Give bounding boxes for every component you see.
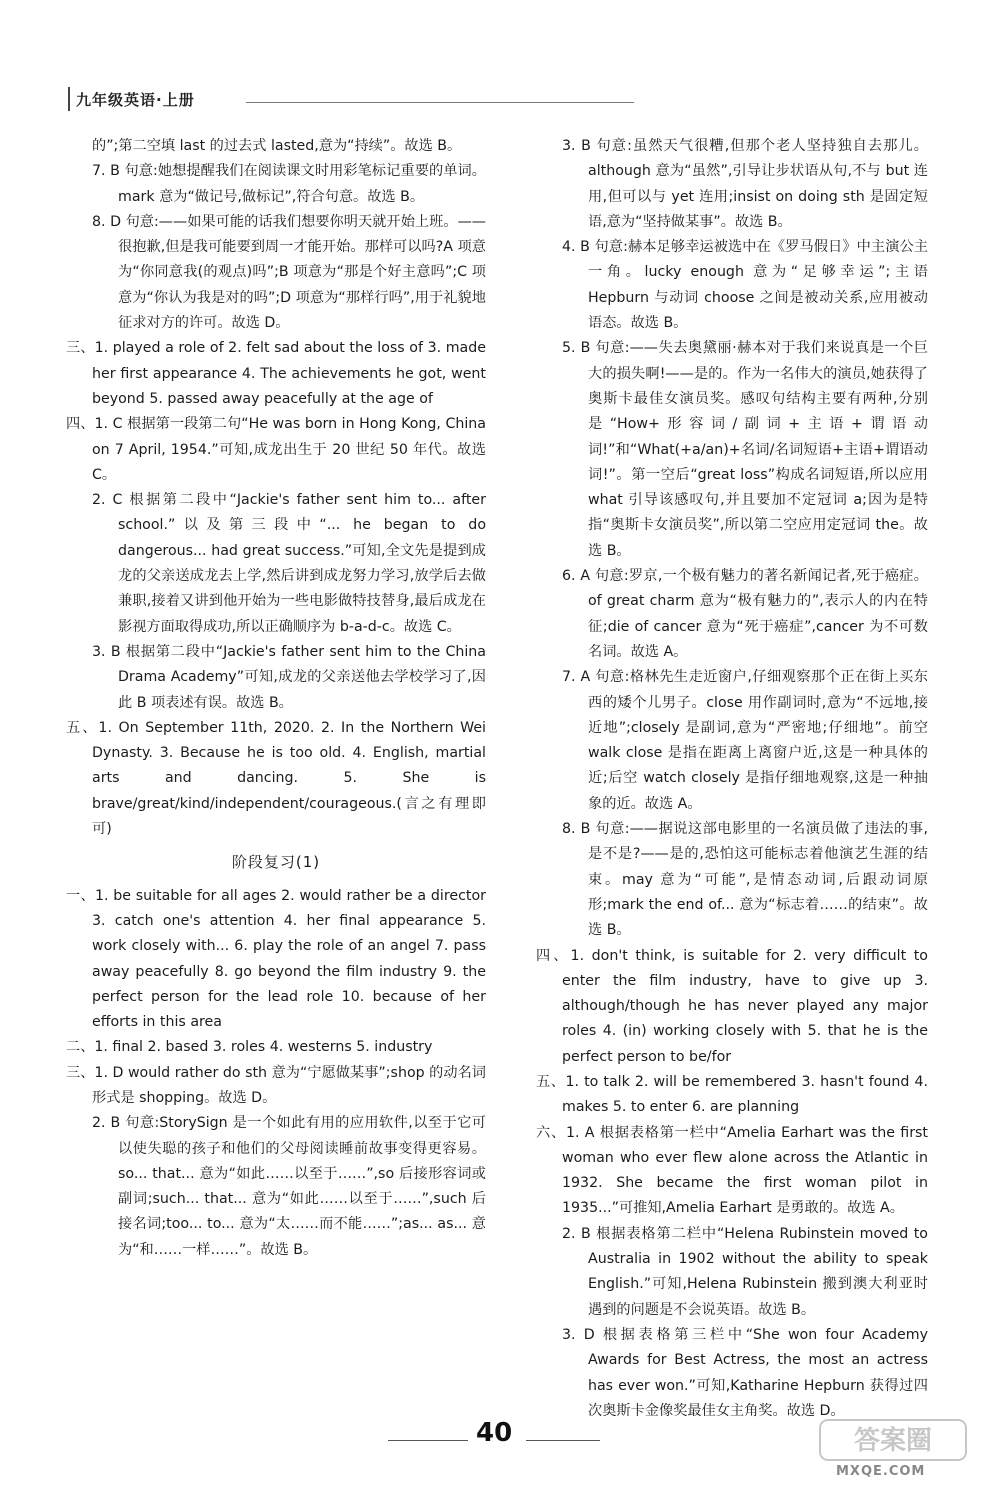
review-part-six-q1: 六、1. A 根据表格第一栏中“Amelia Earhart was the first woman who ever flew alone across the Atlantic in 1932. She became the first woman pilot in 1935...”可推知,Amelia Earhart 是勇敢的。故选 A。 <box>536 1124 928 1217</box>
review-part-five: 五、1. to talk 2. will be remembered 3. hasn't found 4. makes 5. to enter 6. are planning <box>536 1073 928 1116</box>
page-number: 40 <box>476 1418 513 1448</box>
review-part-one: 一、1. be suitable for all ages 2. would rather be a director 3. catch one's attention 4. her final appearance 5. work closely with... 6. play the role of an angel 7. pass away peacefully 8. go beyond the film industry 9. the perfect person for the lead role 10. because of her efforts in this area <box>66 887 486 1031</box>
answer-item: 3. B 根据第二段中“Jackie's father sent him to the China Drama Academy”可知,成龙的父亲送他去学校学习了,因此 B 项表述有误。故选 B。 <box>92 643 486 711</box>
section-four-q1: 四、1. C 根据第一段第二句“He was born in Hong Kong, China on 7 April, 1954.”可知,成龙出生于 20 世纪 50 年代。故选 C。 <box>66 416 486 483</box>
answer-item: 3. B 句意:虽然天气很糟,但那个老人坚持独自去那儿。although 意为“虽然”,引导让步状语从句,不与 but 连用,但可以与 yet 连用;insist on doing sth 是固定短语,意为“坚持做某事”。故选 B。 <box>562 138 928 230</box>
answer-item: 2. B 句意:StorySign 是一个如此有用的应用软件,以至于它可以使失聪的孩子和他们的父母阅读睡前故事变得更容易。so... that... 意为“如此……以至于……”,so 后接形容词或副词;such... that... 意为“如此……以至于……”,such 后接名词;too... to... 意为“太……而不能……”;as... as... 意为“和……一样……”。故选 B。 <box>92 1115 486 1258</box>
section-five-answers: 五、1. On September 11th, 2020. 2. In the Northern Wei Dynasty. 3. Because he is too old. 4. English, martial arts and dancing. 5. She is brave/great/kind/independent/courageous.(言之有理即可) <box>66 719 486 838</box>
answer-item: 4. B 句意:赫本足够幸运被选中在《罗马假日》中主演公主一角。lucky enough 意为“足够幸运”;主语 Hepburn 与动词 choose 之间是被动关系,应用被动语态。故选 B。 <box>562 239 928 332</box>
running-header <box>68 88 195 110</box>
right-column <box>536 134 928 1424</box>
review-part-four: 四、1. don't think, is suitable for 2. very difficult to enter the film industry, have to give up 3. although/though he has never played any major roles 4. (in) working closely with 5. that he is the perfect person to be/for <box>536 947 928 1065</box>
svg-text:答案圈: 答案圈 <box>853 1426 933 1456</box>
answer-item: 8. B 句意:——据说这部电影里的一名演员做了违法的事,是不是?——是的,恐怕这可能标志着他演艺生涯的结束。may 意为“可能”,是情态动词,后跟动词原形;mark the end of... 意为“标志着……的结束”。故选 B。 <box>562 821 928 939</box>
answer-item: 2. B 根据表格第二栏中“Helena Rubinstein moved to Australia in 1902 without the ability to speak English.”可知,Helena Rubinstein 搬到澳大利亚时遇到的问题是不会说英语。故选 B。 <box>562 1225 928 1318</box>
review-section-title: 阶段复习(1) <box>231 853 321 872</box>
review-part-three-q1: 三、1. D would rather do sth 意为“宁愿做某事”;shop 的动名词形式是 shopping。故选 D。 <box>66 1064 486 1106</box>
section-three-answers: 三、1. played a role of 2. felt sad about the loss of 3. made her first appearance 4. The achievements he got, went beyond 5. passed away peacefully at the age of <box>66 340 486 407</box>
header-bracket <box>68 87 70 111</box>
answer-item: 7. B 句意:她想提醒我们在阅读课文时用彩笔标记重要的单词。mark 意为“做记号,做标记”,符合句意。故选 B。 <box>92 163 486 205</box>
answer-continuation: 的”;第二空填 last 的过去式 lasted,意为“持续”。故选 B。 <box>92 138 462 154</box>
review-part-two: 二、1. final 2. based 3. roles 4. westerns 5. industry <box>66 1039 433 1056</box>
answer-item: 6. A 句意:罗京,一个极有魅力的著名新闻记者,死于癌症。of great charm 意为“极有魅力的”,表示人的内在特征;die of cancer 意为“死于癌症”,cancer 为不可数名词。故选 A。 <box>562 568 928 660</box>
answer-item: 5. B 句意:——失去奥黛丽·赫本对于我们来说真是一个巨大的损失啊!——是的。作为一名伟大的演员,她获得了奥斯卡最佳女演员奖。感叹句结构主要有两种,分别是“How+形容词/副词+主语+谓语动词!”和“What(+a/an)+名词/名词短语+主语+谓语动词!”。第一空后“great loss”构成名词短语,所以应用 what 引导该感叹句,并且要加不定冠词 a;因为是特指“奥斯卡女演员奖”,所以第二空应用定冠词 the。故选 B。 <box>562 340 928 559</box>
answer-item: 3. D 根据表格第三栏中“She won four Academy Awards for Best Actress, the most an actress has ever won.”可知,Katharine Hepburn 获得过四次奥斯卡金像奖最佳女主角奖。故选 D。 <box>562 1326 928 1419</box>
answer-item: 8. D 句意:——如果可能的话我们想要你明天就开始上班。——很抱歉,但是我可能要到周一才能开始。那样可以吗?A 项意为“你同意我(的观点)吗”;B 项意为“那是个好主意吗”;C 项意为“你认为我是对的吗”;D 项意为“那样行吗”,用于礼貌地征求对方的许可。故选 D。 <box>92 213 486 332</box>
page-number-rule-right <box>526 1440 600 1441</box>
page-number-rule-left <box>388 1440 468 1441</box>
left-column <box>66 134 486 1263</box>
answer-item: 7. A 句意:格林先生走近窗户,仔细观察那个正在街上买东西的矮个儿男子。close 用作副词时,意为“不远地,接近地”;closely 是副词,意为“严密地;仔细地”。前空 walk close 是指在距离上离窗户近,这是一种具体的近;后空 watch closely 是指仔细地观察,这是一种抽象的近。故选 A。 <box>562 669 928 812</box>
watermark-url: MXQE.COM <box>836 1464 926 1479</box>
header-rule <box>246 102 634 103</box>
header-title: 九年级英语·上册 <box>76 90 195 109</box>
answer-item: 2. C 根据第二段中“Jackie's father sent him to... after school.”以及第三段中“... he began to do dangerous... had great success.”可知,全文先是提到成龙的父亲送成龙去上学,然后讲到成龙努力学习,放学后去做兼职,接着又讲到他开始为一些电影做特技替身,最后成龙在影视方面取得成功,所以正确顺序为 b-a-d-c。故选 C。 <box>92 492 486 635</box>
